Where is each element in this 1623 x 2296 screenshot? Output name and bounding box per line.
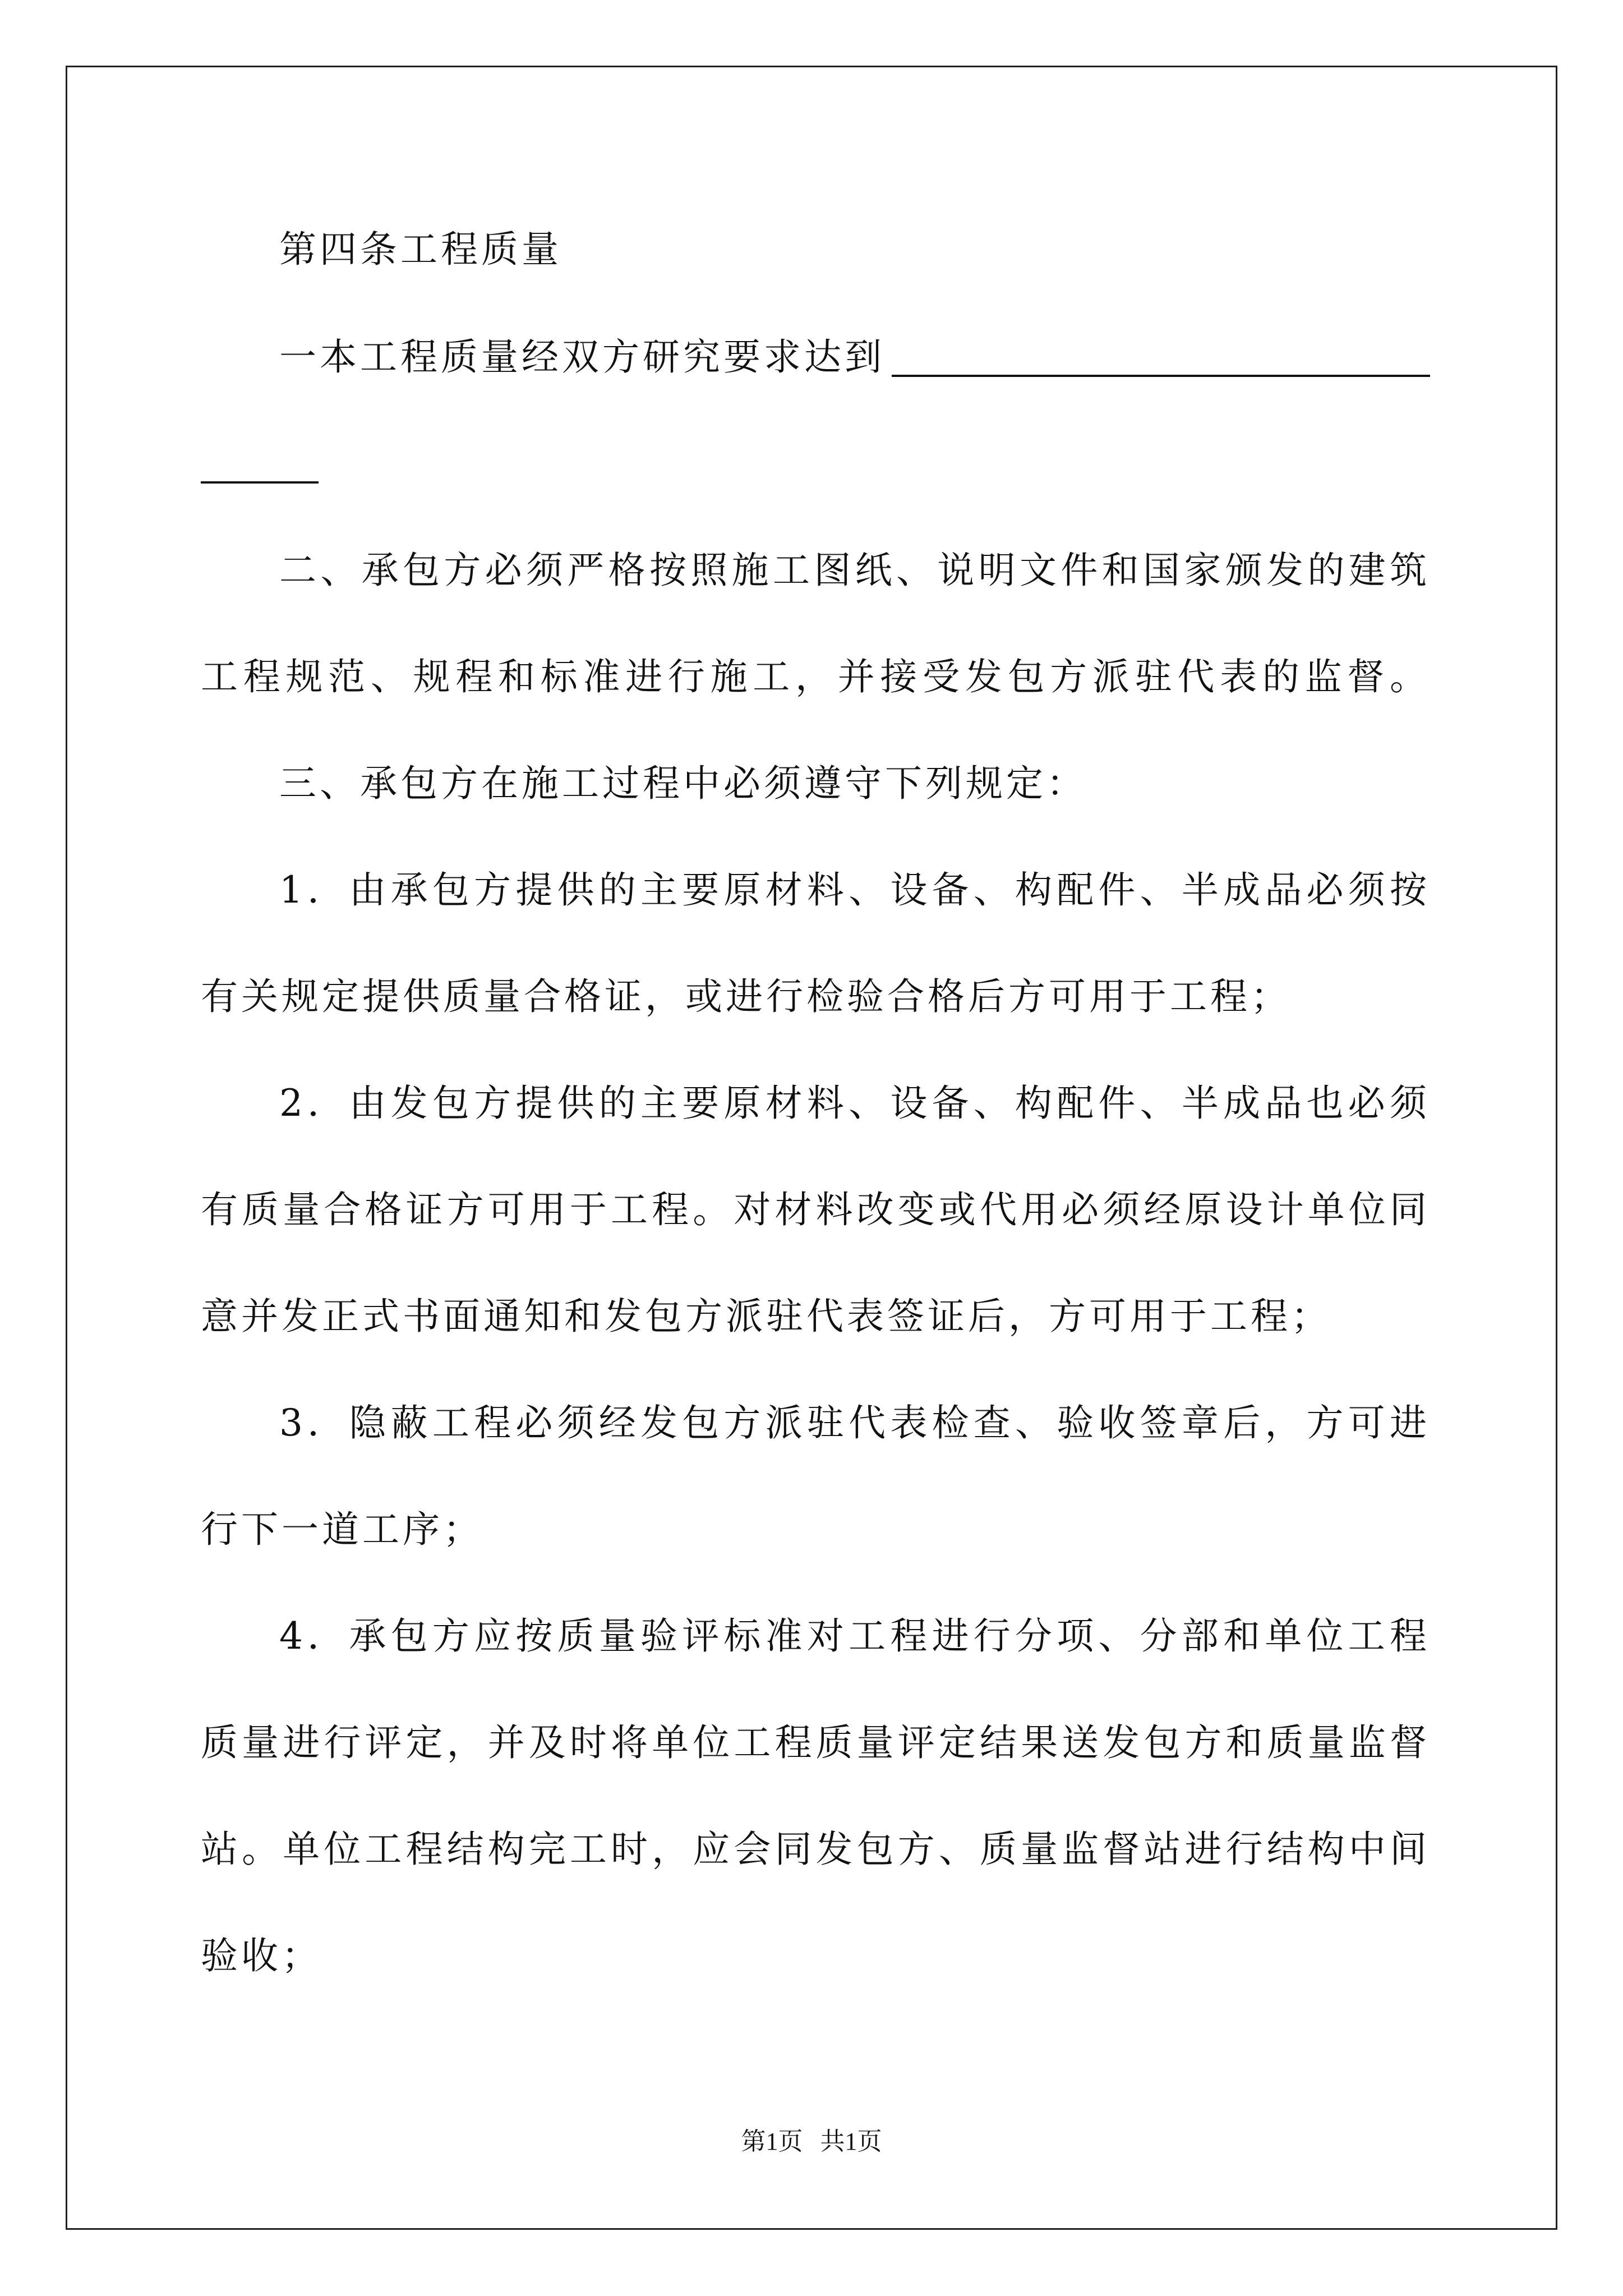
paragraph-line: 1．由承包方提供的主要原材料、设备、构配件、半成品必须按 [279, 868, 1430, 912]
paragraph-line: 4．承包方应按质量验评标准对工程进行分项、分部和单位工程 [279, 1614, 1430, 1658]
article-heading: 第四条工程质量 [279, 228, 562, 271]
paragraph-line: 三、承包方在施工过程中必须遵守下列规定： [279, 762, 1087, 805]
fill-in-blank-continued[interactable] [201, 481, 319, 484]
paragraph-line: 验收； [201, 1934, 322, 1977]
fill-in-blank[interactable] [892, 375, 1430, 377]
paragraph-line: 2．由发包方提供的主要原材料、设备、构配件、半成品也必须 [279, 1082, 1430, 1125]
paragraph-line: 二、承包方必须严格按照施工图纸、说明文件和国家颁发的建筑 [279, 549, 1430, 592]
paragraph-line: 站。单位工程结构完工时，应会同发包方、质量监督站进行结构中间 [201, 1828, 1430, 1871]
paragraph-line: 3．隐蔽工程必须经发包方派驻代表检查、验收签章后，方可进 [279, 1401, 1430, 1444]
paragraph-line: 意并发正式书面通知和发包方派驻代表签证后，方可用于工程； [201, 1295, 1331, 1338]
page-number: 第1页 [741, 2128, 803, 2155]
paragraph-line: 有关规定提供质量合格证，或进行检验合格后方可用于工程； [201, 975, 1291, 1018]
page-total: 共1页 [820, 2128, 882, 2155]
paragraph-line: 工程规范、规程和标准进行施工，并接受发包方派驻代表的监督。 [201, 655, 1430, 698]
paragraph-line: 一本工程质量经双方研究要求达到 [279, 335, 885, 379]
page-footer [0, 2125, 1623, 2159]
paragraph-line: 行下一道工序； [201, 1508, 483, 1551]
paragraph-line: 有质量合格证方可用于工程。对材料改变或代用必须经原设计单位同 [201, 1188, 1430, 1231]
paragraph-line: 质量进行评定，并及时将单位工程质量评定结果送发包方和质量监督 [201, 1721, 1430, 1764]
page-border [66, 66, 1557, 2230]
